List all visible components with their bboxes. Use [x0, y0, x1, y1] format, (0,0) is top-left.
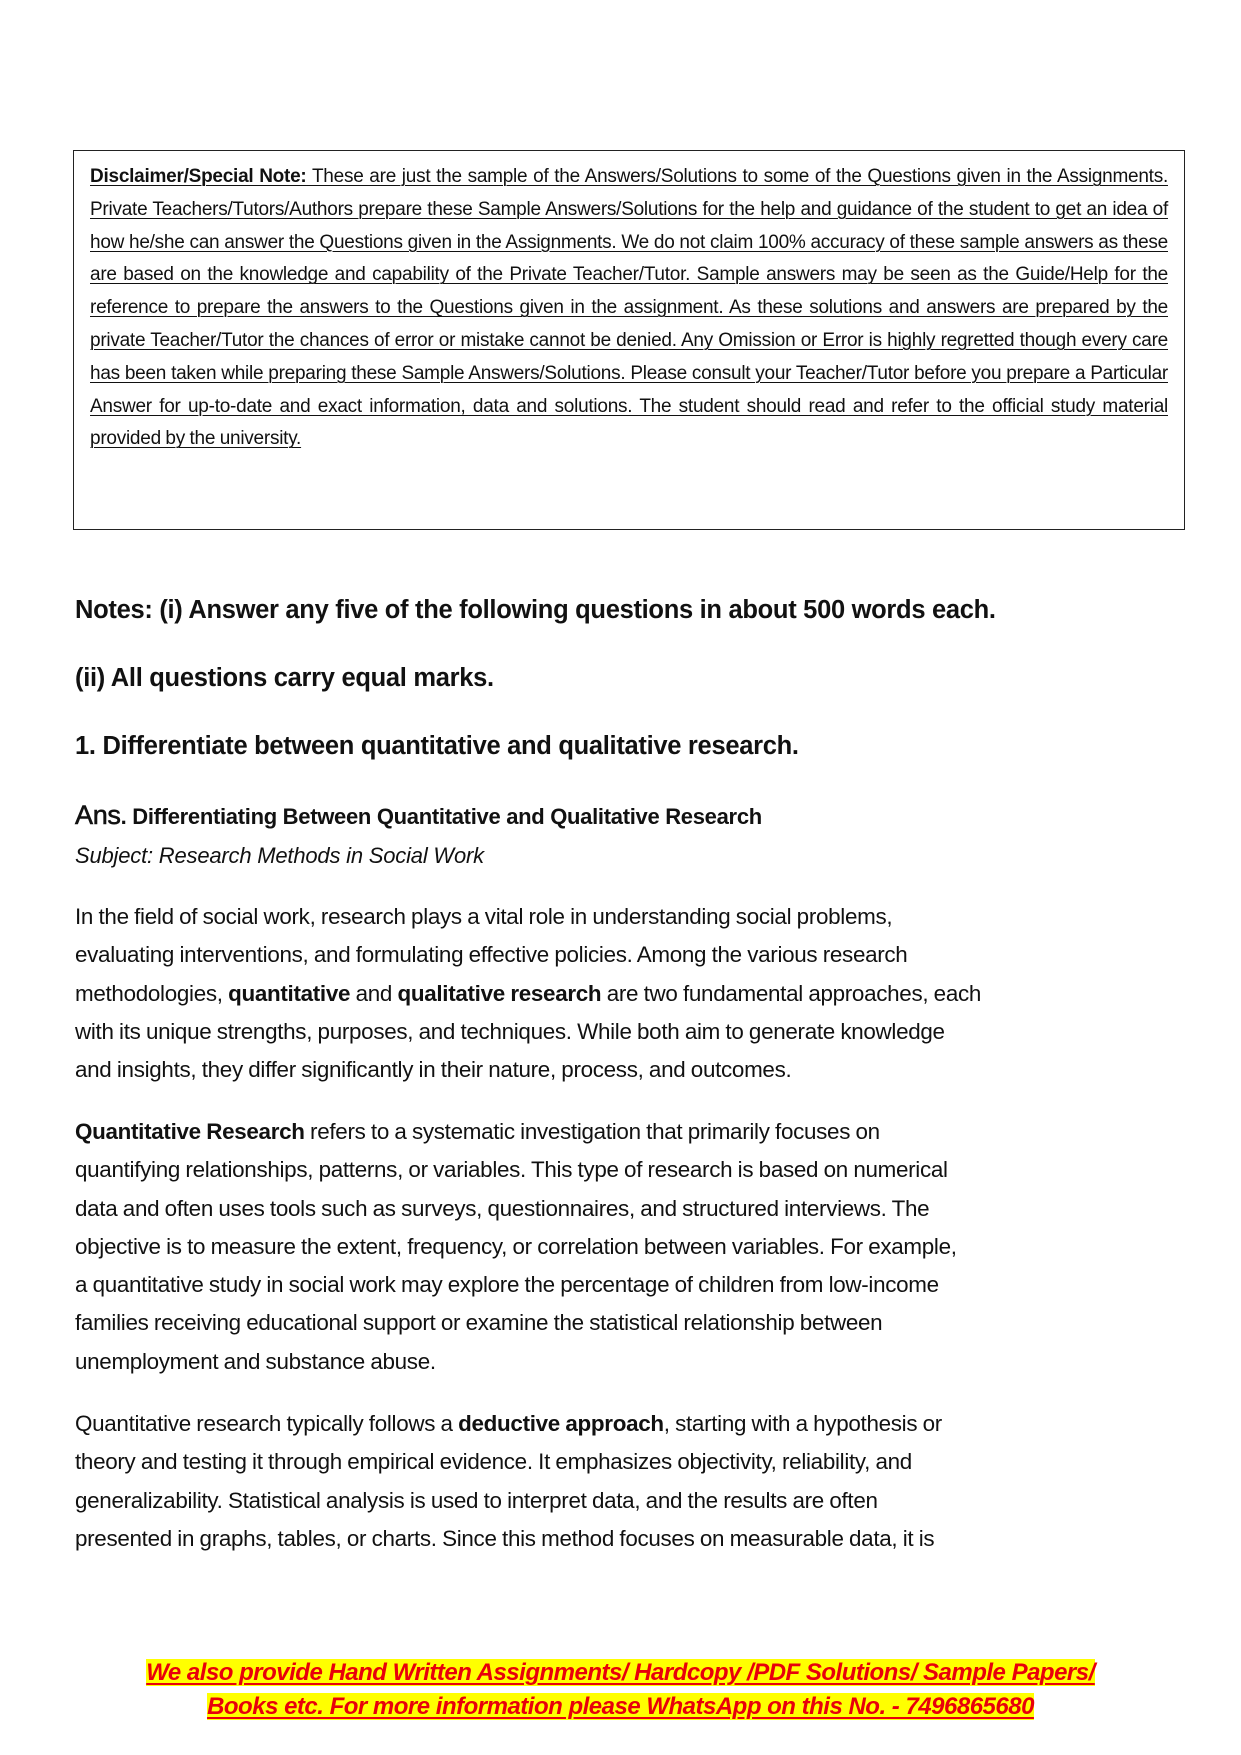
disclaimer-lead: Disclaimer/Special Note:: [90, 166, 307, 187]
bold-term: Quantitative Research: [75, 1119, 305, 1144]
answer-label: Ans: [75, 800, 121, 830]
text-line: [75, 1343, 1175, 1381]
disclaimer-text: [90, 161, 1168, 456]
text-line: [75, 1013, 1175, 1051]
text-line: [75, 1520, 1175, 1558]
text-run: In the field of social work, research plays a vital role in understanding social problems,: [75, 904, 893, 929]
paragraph-intro: [75, 898, 1175, 1089]
text-run: , starting with a hypothesis or: [663, 1411, 942, 1436]
bold-term: qualitative research: [397, 980, 602, 1006]
promo-line-2: Books etc. For more information please WhatsApp on this No. - 7496865680: [207, 1693, 1034, 1720]
text-run: data and often uses tools such as surveys, questionnaires, and structured interviews. The: [75, 1195, 930, 1221]
bold-term: quantitative: [228, 980, 351, 1006]
text-run: Quantitative research typically follows a: [75, 1411, 459, 1436]
bold-term: deductive approach: [458, 1411, 664, 1436]
text-run: quantifying relationships, patterns, or variables. This type of research is based on numerical: [75, 1157, 948, 1183]
text-line: [75, 1304, 1175, 1342]
text-line: [75, 936, 1175, 974]
text-run: generalizability. Statistical analysis is used to interpret data, and the results are often: [75, 1487, 878, 1513]
text-run: are two fundamental approaches, each: [601, 980, 982, 1006]
text-run: a quantitative study in social work may explore the percentage of children from low-income: [75, 1272, 939, 1298]
answer-subject: Subject: Research Methods in Social Work: [75, 843, 484, 868]
text-run: and insights, they differ significantly in their nature, process, and outcomes.: [75, 1057, 792, 1083]
disclaimer-box: [73, 150, 1185, 530]
paragraph-deductive-approach: [75, 1405, 1175, 1558]
text-line: [75, 1151, 1175, 1189]
text-line: [75, 1443, 1175, 1481]
note-2: (ii) All questions carry equal marks.: [75, 664, 494, 692]
text-run: objective is to measure the extent, frequency, or correlation between variables. For example,: [75, 1233, 957, 1259]
text-line: [75, 1482, 1175, 1520]
text-line: [75, 1266, 1175, 1304]
answer-heading: [75, 800, 762, 831]
text-run: and: [350, 980, 398, 1006]
promo-line-1: We also provide Hand Written Assignments/ Hardcopy /PDF Solutions/ Sample Papers/: [146, 1659, 1095, 1686]
paragraph-quantitative-definition: [75, 1113, 1175, 1381]
text-line: [75, 975, 1175, 1013]
text-run: refers to a systematic investigation that primarily focuses on: [304, 1119, 880, 1144]
disclaimer-body: These are just the sample of the Answers/Solutions to some of the Questions given in the Assignments. Private Teachers/Tutors/Authors prepare these Sample Answers/Solutions for the help and guidance of the student to get an idea of how he/she can answer the Questions given in the Assignments. We do not claim 100% accuracy of these sample answers as these are based on the knowledge and capability of the Private Teacher/Tutor. Sample answers may be seen as the Guide/Help for the reference to prepare the answers to the Questions given in the assignment. As these solutions and answers are prepared by the private Teacher/Tutor the chances of error or mistake cannot be denied. Any Omission or Error is highly regretted though every care has been taken while preparing these Sample Answers/Solutions. Please consult your Teacher/Tutor before you prepare a Particular Answer for up-to-date and exact information, data and solutions. The student should read and refer to the official study material provided by the university.: [90, 166, 1168, 450]
text-run: presented in graphs, tables, or charts. Since this method focuses on measurable data, it is: [75, 1525, 935, 1551]
text-run: evaluating interventions, and formulating effective policies. Among the various research: [75, 942, 908, 968]
answer-separator: .: [120, 804, 133, 829]
promo-footer: [0, 1656, 1241, 1724]
text-line: [75, 1190, 1175, 1228]
note-1: Notes: (i) Answer any five of the following questions in about 500 words each.: [75, 596, 996, 624]
text-line: [75, 1113, 1175, 1151]
answer-title: Differentiating Between Quantitative and Qualitative Research: [132, 804, 762, 829]
question-1-heading: 1. Differentiate between quantitative and qualitative research.: [75, 732, 799, 760]
text-line: [75, 1405, 1175, 1443]
text-run: theory and testing it through empirical evidence. It emphasizes objectivity, reliability, and: [75, 1449, 912, 1475]
text-line: [75, 898, 1175, 936]
text-run: methodologies,: [75, 980, 229, 1006]
text-line: [75, 1228, 1175, 1266]
text-run: families receiving educational support or examine the statistical relationship between: [75, 1310, 883, 1336]
text-line: [75, 1051, 1175, 1089]
text-run: with its unique strengths, purposes, and techniques. While both aim to generate knowledge: [75, 1018, 945, 1044]
text-run: unemployment and substance abuse.: [75, 1348, 436, 1374]
